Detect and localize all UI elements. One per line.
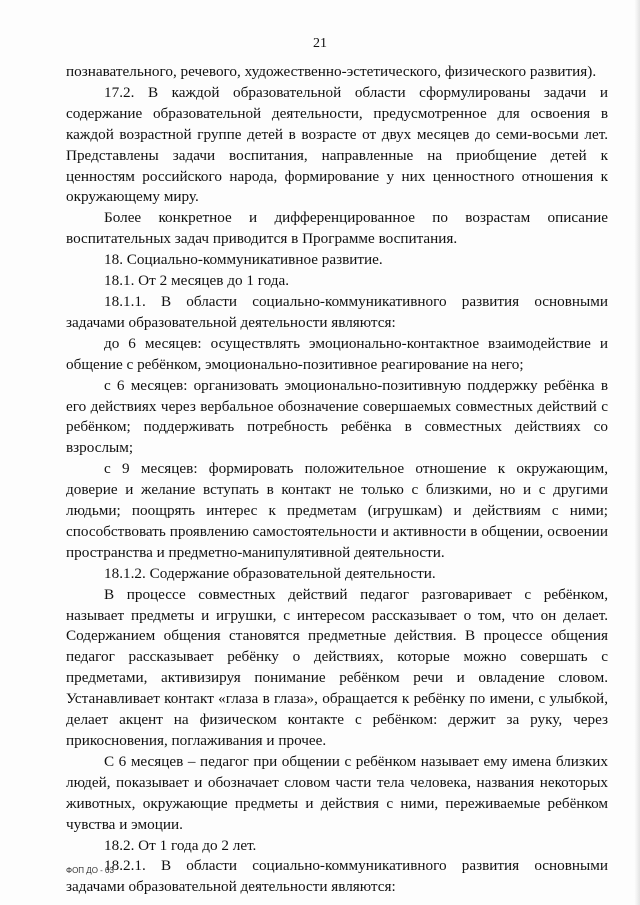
- subsection-heading: 18.1.2. Содержание образовательной деятельности.: [104, 564, 436, 582]
- page-number: 21: [313, 36, 327, 51]
- subsection-heading: 18.1. От 2 месяцев до 1 года.: [104, 272, 290, 290]
- document-code: ФОП ДО - 03: [66, 866, 114, 875]
- list-item: с 9 месяцев: формировать положительное отношение к окружающим, доверие и желание вступать в контакт не только с близкими, но и с другими людьми; поощрять интерес к предметам (игрушкам) и действиям с ними; способствовать проявлению самостоятельности и активности в общении, освоении пространства и предметно-манипулятивной деятельности.: [66, 460, 608, 561]
- paragraph: познавательного, речевого, художественно-эстетического, физического развития).: [66, 63, 597, 80]
- paragraph: 18.1.1. В области социально-коммуникативного развития основными задачами образовательной деятельности являются:: [66, 292, 608, 331]
- paragraph: 17.2. В каждой образовательной области сформулированы задачи и содержание образовательной деятельности, предусмотренное для освоения в каждой возрастной группе детей в возрасте от двух месяцев до семи-восьми лет. Представлены задачи воспитания, направленные на приобщение детей к ценностям российского народа, формирование у них ценностного отношения к окружающему миру.: [66, 83, 608, 206]
- section-heading: 18. Социально-коммуникативное развитие.: [104, 251, 383, 269]
- document-body: [66, 62, 608, 898]
- list-item: с 6 месяцев: организовать эмоционально-позитивную поддержку ребёнка в его действиях через вербальное обозначение совершаемых совместных действий с ребёнком; поддерживать потребность ребёнка в совместных действиях со взрослым;: [66, 376, 608, 457]
- scan-edge: [634, 0, 640, 905]
- paragraph: 18.2.1. В области социально-коммуникативного развития основными задачами образовательной деятельности являются:: [66, 857, 608, 896]
- paragraph: В процессе совместных действий педагог разговаривает с ребёнком, называет предметы и игрушки, с интересом рассказывает о том, что он делает. Содержанием общения становятся предметные действия. В процессе общения педагог рассказывает ребёнку о действиях, которые можно совершать с предметами, активизируя понимание ребёнком речи и овладение словом. Устанавливает контакт «глаза в глаза», обращается к ребёнку по имени, с улыбкой, делает акцент на физическом контакте с ребёнком: держит за руку, через прикосновения, поглаживания и прочее.: [66, 585, 608, 749]
- subsection-heading: 18.2. От 1 года до 2 лет.: [104, 836, 257, 854]
- list-item: до 6 месяцев: осуществлять эмоционально-контактное взаимодействие и общение с ребёнком, эмоционально-позитивное реагирование на него;: [66, 334, 608, 373]
- paragraph: С 6 месяцев – педагог при общении с ребёнком называет ему имена близких людей, показывает и обозначает словом части тела человека, названия некоторых животных, окружающие предметы и действия с ними, переживаемые ребёнком чувства и эмоции.: [66, 752, 608, 833]
- paragraph: Более конкретное и дифференцированное по возрастам описание воспитательных задач приводится в Программе воспитания.: [66, 209, 608, 248]
